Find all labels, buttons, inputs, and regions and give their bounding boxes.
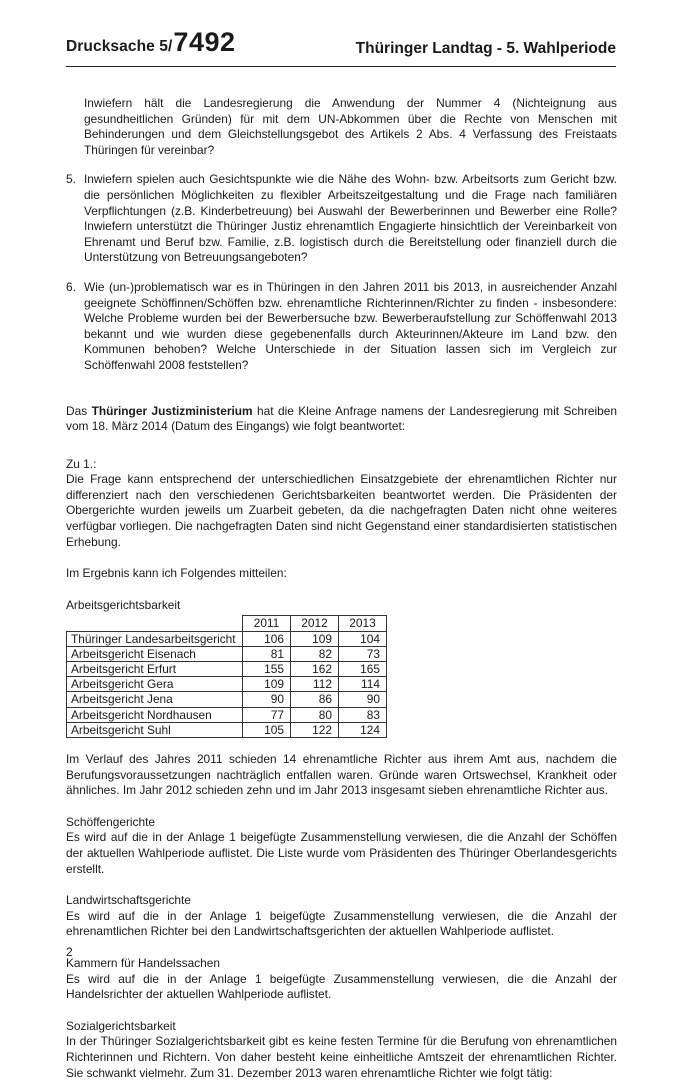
count-cell: 80 bbox=[291, 707, 339, 722]
count-cell: 83 bbox=[339, 707, 387, 722]
table-row bbox=[67, 677, 387, 692]
section-text-landwirtschaftsgerichte: Es wird auf die in der Anlage 1 beigefügte Zusammenstellung verwiesen, die die Anzahl der ehrenamtlichen Richter bei den Landwirtschaftsgerichten der aktuellen Wahlperiode auflistet. bbox=[66, 908, 617, 939]
answer-intro bbox=[66, 404, 617, 435]
table-row bbox=[67, 707, 387, 722]
table-header-row bbox=[67, 616, 387, 631]
court-name: Arbeitsgericht Eisenach bbox=[67, 646, 243, 661]
count-cell: 81 bbox=[243, 646, 291, 661]
year-header: 2011 bbox=[243, 616, 291, 631]
count-cell: 122 bbox=[291, 722, 339, 737]
count-cell: 114 bbox=[339, 677, 387, 692]
page-number: 2 bbox=[66, 945, 73, 959]
doc-id bbox=[66, 27, 236, 58]
table-title: Arbeitsgerichtsbarkeit bbox=[66, 597, 181, 612]
count-cell: 162 bbox=[291, 662, 339, 677]
parliament-title: Thüringer Landtag - 5. Wahlperiode bbox=[355, 40, 616, 57]
count-cell: 109 bbox=[291, 631, 339, 646]
court-name: Arbeitsgericht Gera bbox=[67, 677, 243, 692]
question-6-text: Wie (un-)problematisch war es in Thüringen in den Jahren 2011 bis 2013, in ausreichender Anzahl geeignete Schöffinnen/Schöffen bzw. ehrenamtliche Richterinnen/Richter zu finden - insbesondere: Welche Probleme wurden bei der Bewerbersuche bzw. Bewerberaufstellung zur Schöffenwahl 2013 bekannt und wie wurden diese gegebenenfalls durch Akteurinnen/Akteure im Land bzw. den Kommunen behoben? Welche Unterschiede in der Situation lassen sich im Vergleich zur Schöffenwahl 2008 feststellen? bbox=[84, 279, 617, 372]
count-cell: 73 bbox=[339, 646, 387, 661]
question-5 bbox=[66, 172, 617, 266]
section-text-schoeffengerichte: Es wird auf die in der Anlage 1 beigefügte Zusammenstellung verwiesen, die die Anzahl der Schöffen der aktuellen Wahlperiode auflistet. Die Liste wurde vom Präsidenten des Thüringer Oberlandesgerichts erstellt. bbox=[66, 830, 617, 876]
count-cell: 82 bbox=[291, 646, 339, 661]
section-heading-landwirtschaftsgerichte: Landwirtschaftsgerichte bbox=[66, 893, 191, 908]
count-cell: 165 bbox=[339, 662, 387, 677]
count-cell: 112 bbox=[291, 677, 339, 692]
table-row bbox=[67, 646, 387, 661]
table-row bbox=[67, 631, 387, 646]
question-4-continuation: Inwiefern hält die Landesregierung die Anwendung der Nummer 4 (Nichteignung aus gesundheitlichen Gründen) für mit dem UN-Abkommen über die Rechte von Menschen mit Behinderungen und dem Gleichstellungsgebot des Artikels 2 Abs. 4 Verfassung des Freistaats Thüringen für vereinbar? bbox=[84, 96, 617, 157]
section-heading-schoeffengerichte: Schöffengerichte bbox=[66, 814, 156, 829]
section-text-handelssachen: Es wird auf die in der Anlage 1 beigefügte Zusammenstellung verwiesen, die die Anzahl der Handelsrichter der aktuellen Wahlperiode auflistet. bbox=[66, 971, 617, 1002]
table-corner bbox=[67, 616, 243, 631]
after-table-text: Im Verlauf des Jahres 2011 schieden 14 ehrenamtliche Richter aus ihrem Amt aus, nachdem die Berufungsvoraussetzungen nachträglich entfallen waren. Gründe waren Ortswechsel, Krankheit oder ähnliches. Im Jahr 2012 schieden zehn und im Jahr 2013 insgesamt sieben ehrenamtliche Richter aus. bbox=[66, 752, 617, 798]
answer-1-label: Zu 1.: bbox=[66, 456, 97, 471]
count-cell: 105 bbox=[243, 722, 291, 737]
result-intro: Im Ergebnis kann ich Folgendes mitteilen: bbox=[66, 566, 287, 581]
count-cell: 109 bbox=[243, 677, 291, 692]
count-cell: 155 bbox=[243, 662, 291, 677]
question-5-number: 5. bbox=[66, 172, 76, 187]
section-heading-handelssachen: Kammern für Handelssachen bbox=[66, 956, 220, 970]
intro-post: hat die Kleine Anfrage namens der Landesregierung mit Schreiben vom 18. März 2014 (Datum des Eingangs) wie folgt beantwortet: bbox=[66, 403, 617, 434]
question-6-number: 6. bbox=[66, 279, 76, 294]
count-cell: 77 bbox=[243, 707, 291, 722]
ministry-name: Thüringer Justizministerium bbox=[91, 403, 253, 418]
count-cell: 104 bbox=[339, 631, 387, 646]
count-cell: 90 bbox=[243, 692, 291, 707]
section-text-sozialgerichtsbarkeit: In der Thüringer Sozialgerichtsbarkeit gibt es keine festen Termine für die Berufung von ehrenamtlichen Richterinnen und Richtern. Von daher besteht keine einheitliche Amtszeit der ehrenamtlichen Richter. Sie schwankt vielmehr. Zum 31. Dezember 2013 waren ehrenamtliche Richter wie folgt tätig: bbox=[66, 1034, 617, 1080]
year-header: 2012 bbox=[291, 616, 339, 631]
labor-court-table bbox=[66, 615, 387, 738]
court-name: Arbeitsgericht Suhl bbox=[67, 722, 243, 737]
court-name: Arbeitsgericht Jena bbox=[67, 692, 243, 707]
table-row bbox=[67, 692, 387, 707]
count-cell: 90 bbox=[339, 692, 387, 707]
count-cell: 106 bbox=[243, 631, 291, 646]
doc-prefix: Drucksache 5/ bbox=[66, 38, 173, 55]
table-row bbox=[67, 722, 387, 737]
intro-pre: Das bbox=[66, 403, 92, 418]
year-header: 2013 bbox=[339, 616, 387, 631]
court-name: Thüringer Landesarbeitsgericht bbox=[67, 631, 243, 646]
court-name: Arbeitsgericht Erfurt bbox=[67, 662, 243, 677]
doc-number: 7492 bbox=[173, 27, 236, 57]
page-content bbox=[66, 96, 617, 1081]
page-header bbox=[66, 27, 616, 67]
answer-1-text: Die Frage kann entsprechend der unterschiedlichen Einsatzgebiete der ehrenamtlichen Richter nur differenziert nach den verschiedenen Gerichtsbarkeiten beantwortet werden. Die Präsidenten der Obergerichte wurden jeweils um Zuarbeit gebeten, da die nachgefragten Daten nicht ohne weiteres verfügbar vorliegen. Die nachgefragten Daten sind nicht Gegenstand einer standardisierten statistischen Erhebung. bbox=[66, 472, 617, 549]
count-cell: 86 bbox=[291, 692, 339, 707]
section-heading-sozialgerichtsbarkeit: Sozialgerichtsbarkeit bbox=[66, 1018, 176, 1033]
question-5-text: Inwiefern spielen auch Gesichtspunkte wie die Nähe des Wohn- bzw. Arbeitsorts zum Gericht bzw. die persönlichen Möglichkeiten zu flexibler Arbeitszeitgestaltung und die Frage nach familiären Verpflichtungen (z.B. Kinderbetreuung) bei Auswahl der Bewerberinnen und Bewerber eine Rolle? Inwiefern unterstützt die Thüringer Justiz ehrenamtlich Engagierte hinsichtlich der Vereinbarkeit von Ehrenamt und Beruf bzw. Familie, z.B. logistisch durch die Bereitstellung oder finanziell durch die Unterstützung von Betreuungsangeboten? bbox=[84, 172, 617, 265]
table-row bbox=[67, 662, 387, 677]
court-name: Arbeitsgericht Nordhausen bbox=[67, 707, 243, 722]
question-6 bbox=[66, 280, 617, 374]
count-cell: 124 bbox=[339, 722, 387, 737]
